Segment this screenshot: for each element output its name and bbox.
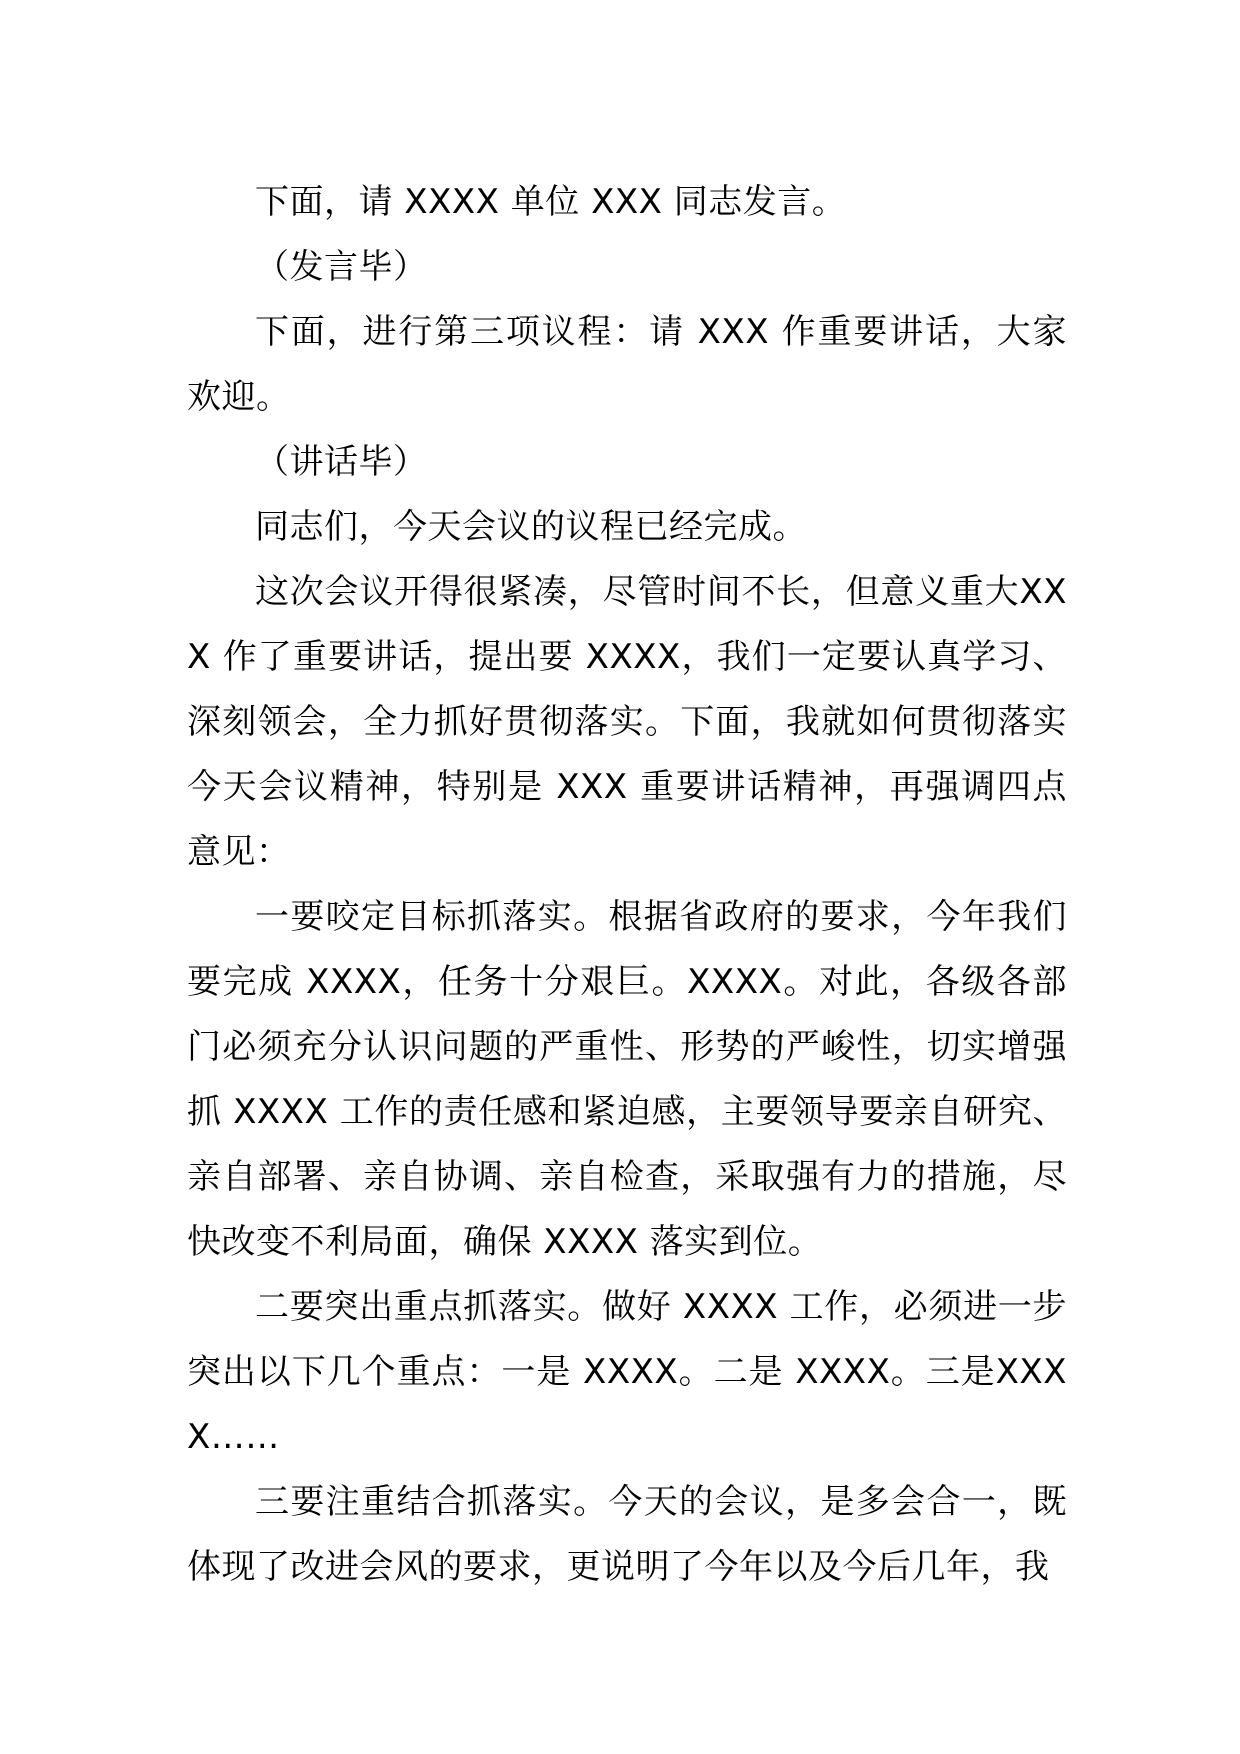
paragraph: 一要咬定目标抓落实。根据省政府的要求，今年我们要完成 XXXX，任务十分艰巨。XXXX。对此，各级各部门必须充分认识问题的严重性、形势的严峻性，切实增强抓 XXXX 工作的责任感和紧迫感，主要领导要亲自研究、亲自部署、亲自协调、亲自检查，采取强有力的措施，尽快改变不利局面，确保 XXXX 落实到位。 bbox=[187, 897, 1067, 1262]
paragraph: 同志们，今天会议的议程已经完成。 bbox=[255, 507, 807, 547]
paragraph: 下面，请 XXXX 单位 XXX 同志发言。 bbox=[255, 182, 847, 222]
document-body bbox=[187, 170, 1067, 1600]
paragraph: （发言毕） bbox=[255, 247, 428, 287]
paragraph: 二要突出重点抓落实。做好 XXXX 工作，必须进一步突出以下几个重点：一是 XXXX。二是 XXXX。三是XXXX…… bbox=[187, 1287, 1067, 1457]
paragraph: （讲话毕） bbox=[255, 442, 428, 482]
paragraph: 这次会议开得很紧凑，尽管时间不长，但意义重大XXX 作了重要讲话，提出要 XXXX，我们一定要认真学习、深刻领会，全力抓好贯彻落实。下面，我就如何贯彻落实今天会议精神，特别是 XXX 重要讲话精神，再强调四点意见： bbox=[187, 572, 1067, 872]
paragraph: 下面，进行第三项议程：请 XXX 作重要讲话，大家欢迎。 bbox=[187, 312, 1067, 417]
paragraph: 三要注重结合抓落实。今天的会议，是多会合一，既体现了改进会风的要求，更说明了今年以及今后几年，我 bbox=[187, 1482, 1067, 1587]
